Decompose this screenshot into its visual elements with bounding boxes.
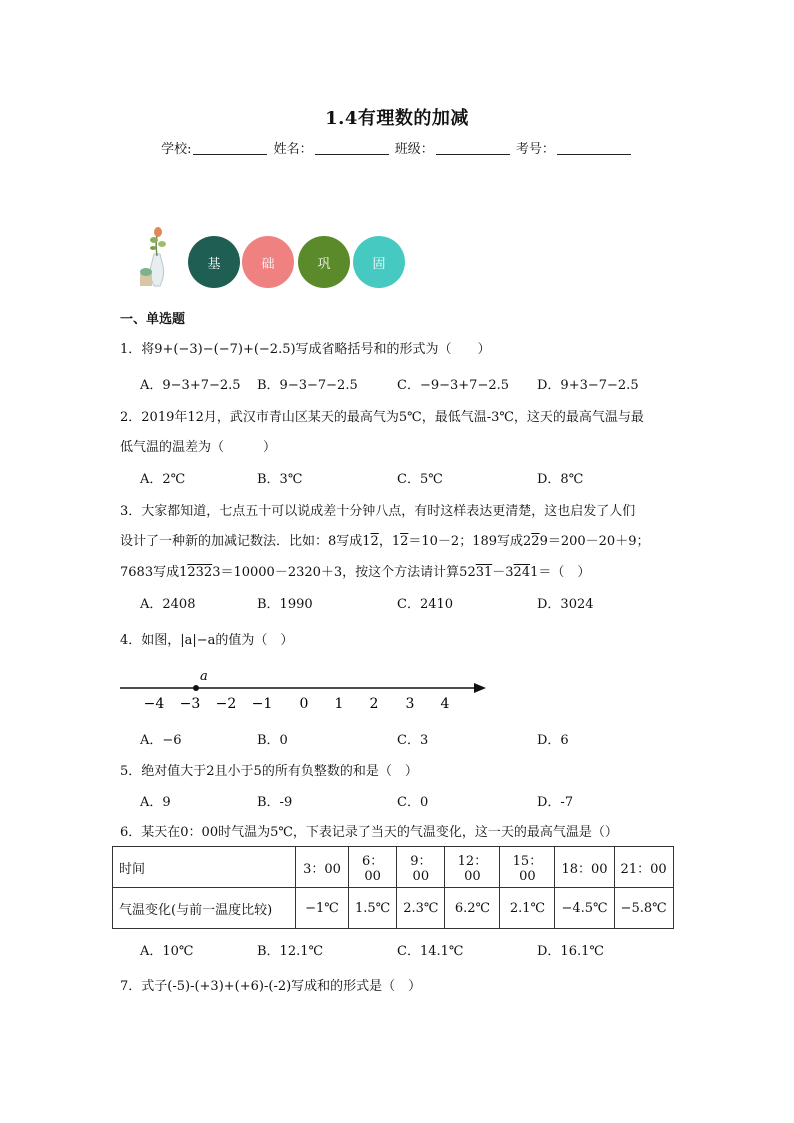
tick-label: 4 (440, 696, 450, 712)
number-label: 考号： (515, 142, 555, 157)
tick-label: −3 (179, 696, 201, 712)
tick-label: −1 (251, 696, 273, 712)
number-blank[interactable] (557, 142, 631, 155)
tick-label: −4 (143, 696, 165, 712)
q2-option-c[interactable]: C．5℃ (397, 472, 443, 487)
table-cell: 3：00 (296, 847, 349, 888)
question-3-line-1: 3．大家都知道，七点五十可以说成差十分钟八点，有时这样表达更清楚，这也启发了人们 (120, 504, 636, 519)
table-cell: 1.5℃ (349, 888, 397, 929)
tick-label: 1 (334, 696, 344, 712)
section-banner (136, 224, 426, 290)
class-blank[interactable] (436, 142, 510, 155)
q3-option-a[interactable]: A．2408 (140, 597, 196, 612)
q5-option-b[interactable]: B．-9 (257, 795, 293, 810)
table-cell: 气温变化(与前一温度比较) (113, 888, 296, 929)
table-cell: 6：00 (349, 847, 397, 888)
tick-label: −2 (215, 696, 237, 712)
student-info-line (0, 138, 794, 157)
table-cell: 2.3℃ (397, 888, 445, 929)
q3-option-c[interactable]: C．2410 (397, 597, 454, 612)
question-3-line-2: 设计了一种新的加减记数法．比如：8写成12，12＝10－2；189写成229＝200－20＋9； (120, 534, 650, 549)
q6-option-d[interactable]: D．16.1℃ (537, 944, 604, 959)
tick-label: 0 (299, 696, 309, 712)
school-label: 学校: (161, 142, 192, 157)
table-cell: 时间 (113, 847, 296, 888)
q6-option-a[interactable]: A．10℃ (140, 944, 194, 959)
tick-label: 3 (405, 696, 415, 712)
number-line (118, 672, 498, 716)
plant-vase-icon (136, 224, 186, 290)
table-cell: 15：00 (500, 847, 555, 888)
question-5-stem: 5．绝对值大于2且小于5的所有负整数的和是（ ） (120, 764, 418, 779)
q2-option-b[interactable]: B．3℃ (257, 472, 303, 487)
tick-label: 2 (369, 696, 379, 712)
question-7-stem: 7．式子(-5)-(+3)+(+6)-(-2)写成和的形式是（ ） (120, 979, 422, 994)
q5-option-a[interactable]: A．9 (140, 795, 171, 810)
section-heading: 一、单选题 (120, 312, 186, 327)
question-2-line-2: 低气温的温差为（ ） (120, 440, 277, 455)
table-cell: −1℃ (296, 888, 349, 929)
q1-option-a[interactable]: A．9−3+7−2.5 (140, 378, 241, 393)
number-line-point-a (193, 685, 199, 691)
q3-option-d[interactable]: D．3024 (537, 597, 594, 612)
q1-option-c[interactable]: C．−9−3+7−2.5 (397, 378, 510, 393)
q5-option-c[interactable]: C．0 (397, 795, 429, 810)
q3-option-b[interactable]: B．1990 (257, 597, 313, 612)
q4-option-c[interactable]: C．3 (397, 733, 429, 748)
question-1-stem: 1．将9+(−3)−(−7)+(−2.5)写成省略括号和的形式为（ ） (120, 342, 491, 357)
school-blank[interactable] (193, 142, 267, 155)
q5-option-d[interactable]: D．-7 (537, 795, 574, 810)
banner-circle-2: 础 (242, 236, 294, 288)
table-cell: −4.5℃ (555, 888, 614, 929)
question-2-line-1: 2．2019年12月，武汉市青山区某天的最高气为5℃，最低气温-3℃，这天的最高气温与最 (120, 410, 644, 425)
q4-option-a[interactable]: A．−6 (140, 733, 182, 748)
q1-option-b[interactable]: B．9−3−7−2.5 (257, 378, 358, 393)
number-line-arrow (474, 683, 486, 693)
question-6-stem: 6．某天在0：00时气温为5℃，下表记录了当天的气温变化，这一天的最高气温是（） (120, 825, 618, 840)
banner-circle-4: 固 (353, 236, 405, 288)
q6-option-c[interactable]: C．14.1℃ (397, 944, 464, 959)
table-cell: 18：00 (555, 847, 614, 888)
banner-circle-1: 基 (188, 236, 240, 288)
question-3-line-3: 7683写成12323＝10000－2320＋3，按这个方法请计算5231－3241＝（ ） (120, 565, 591, 580)
q4-option-b[interactable]: B．0 (257, 733, 288, 748)
name-blank[interactable] (315, 142, 389, 155)
table-row (113, 888, 674, 929)
page-title: 1.4有理数的加减 (325, 108, 469, 129)
table-cell: 6.2℃ (445, 888, 500, 929)
name-label: 姓名： (273, 142, 313, 157)
temperature-table (112, 846, 674, 929)
number-line-point-label: a (200, 672, 208, 684)
class-label: 班级： (394, 142, 434, 157)
table-cell: −5.8℃ (614, 888, 673, 929)
q2-option-d[interactable]: D．8℃ (537, 472, 584, 487)
q1-option-d[interactable]: D．9+3−7−2.5 (537, 378, 639, 393)
q6-option-b[interactable]: B．12.1℃ (257, 944, 324, 959)
question-4-stem: 4．如图，|a|−a的值为（ ） (120, 633, 294, 648)
q2-option-a[interactable]: A．2℃ (140, 472, 186, 487)
table-cell: 12：00 (445, 847, 500, 888)
banner-circle-3: 巩 (298, 236, 350, 288)
table-cell: 2.1℃ (500, 888, 555, 929)
table-row (113, 847, 674, 888)
q4-option-d[interactable]: D．6 (537, 733, 569, 748)
table-cell: 9：00 (397, 847, 445, 888)
table-cell: 21：00 (614, 847, 673, 888)
